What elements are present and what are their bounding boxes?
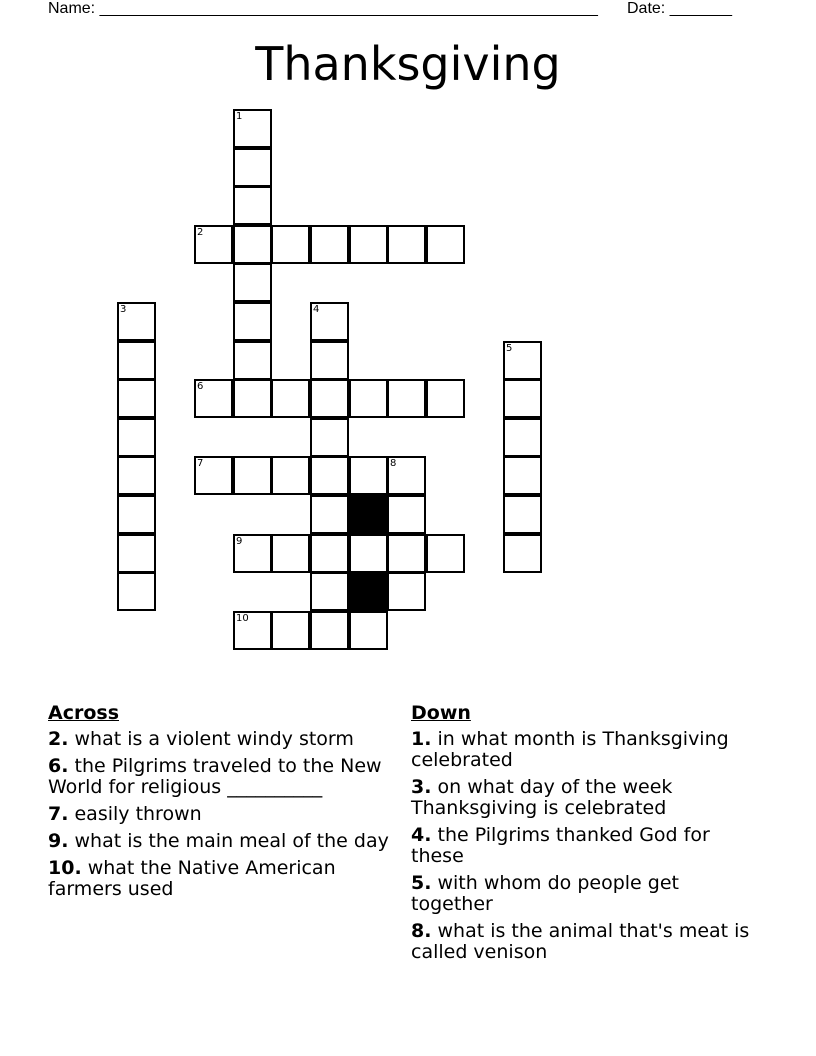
crossword-cell[interactable] (271, 456, 310, 495)
crossword-cell[interactable] (349, 611, 388, 650)
clue-text: what is the main meal of the day (68, 830, 389, 852)
down-clues (411, 703, 751, 969)
crossword-cell[interactable] (117, 302, 156, 341)
clue-number: 6 (197, 381, 204, 392)
crossword-cell[interactable] (503, 495, 542, 534)
crossword-cell[interactable] (233, 611, 272, 650)
crossword-cell[interactable] (117, 418, 156, 457)
across-clue (48, 858, 403, 900)
crossword-cell[interactable] (194, 379, 233, 418)
clue-number: 3 (120, 304, 127, 315)
crossword-cell[interactable] (426, 225, 465, 264)
page-title: Thanksgiving (255, 37, 561, 91)
crossword-cell[interactable] (233, 379, 272, 418)
clue-text: what is a violent windy storm (68, 728, 354, 750)
crossword-cell[interactable] (349, 534, 388, 573)
clue-text: in what month is Thanksgiving celebrated (411, 728, 729, 771)
clue-number: 2. (48, 728, 69, 750)
clue-number: 4. (411, 824, 432, 846)
crossword-cell[interactable] (503, 379, 542, 418)
crossword-cell[interactable] (349, 456, 388, 495)
crossword-cell[interactable] (387, 225, 426, 264)
crossword-cell[interactable] (233, 534, 272, 573)
crossword-cell[interactable] (503, 456, 542, 495)
clue-text: easily thrown (68, 803, 202, 825)
clue-number: 8. (411, 920, 432, 942)
crossword-cell[interactable] (310, 572, 349, 611)
crossword-cell[interactable] (503, 534, 542, 573)
crossword-cell[interactable] (310, 341, 349, 380)
crossword-cell[interactable] (271, 611, 310, 650)
crossword-cell[interactable] (194, 225, 233, 264)
crossword-cell[interactable] (233, 456, 272, 495)
crossword-cell[interactable] (310, 611, 349, 650)
crossword-cell[interactable] (426, 379, 465, 418)
clue-number: 10. (48, 857, 82, 879)
crossword-cell[interactable] (426, 534, 465, 573)
clue-text: on what day of the week Thanksgiving is celebrated (411, 776, 673, 819)
clue-number: 4 (313, 304, 320, 315)
crossword-cell[interactable] (233, 341, 272, 380)
crossword-cell[interactable] (349, 379, 388, 418)
clue-number: 9. (48, 830, 69, 852)
crossword-cell[interactable] (387, 534, 426, 573)
down-clue (411, 873, 751, 915)
clue-number: 1. (411, 728, 432, 750)
clue-text: what the Native American farmers used (48, 857, 336, 900)
crossword-cell[interactable] (233, 302, 272, 341)
down-clue (411, 729, 751, 771)
crossword-cell[interactable] (194, 456, 233, 495)
crossword-cell[interactable] (310, 418, 349, 457)
black-square (349, 495, 388, 534)
date-field[interactable]: Date: _______ (627, 0, 732, 17)
clue-number: 7 (197, 458, 204, 469)
crossword-cell[interactable] (271, 534, 310, 573)
across-clue (48, 756, 403, 798)
crossword-cell[interactable] (387, 495, 426, 534)
down-heading: Down (411, 702, 471, 724)
crossword-cell[interactable] (117, 379, 156, 418)
across-clue (48, 729, 403, 750)
crossword-cell[interactable] (387, 456, 426, 495)
crossword-cell[interactable] (271, 379, 310, 418)
crossword-cell[interactable] (117, 456, 156, 495)
down-clue (411, 921, 751, 963)
clue-text: the Pilgrims thanked God for these (411, 824, 710, 867)
clue-number: 9 (236, 536, 243, 547)
crossword-cell[interactable] (310, 456, 349, 495)
crossword-cell[interactable] (310, 225, 349, 264)
across-clue (48, 804, 403, 825)
crossword-cell[interactable] (233, 186, 272, 225)
clue-number: 3. (411, 776, 432, 798)
crossword-cell[interactable] (117, 495, 156, 534)
crossword-cell[interactable] (387, 379, 426, 418)
crossword-cell[interactable] (233, 109, 272, 148)
across-clues (48, 703, 403, 906)
clue-text: the Pilgrims traveled to the New World for religious __________ (48, 755, 382, 798)
crossword-cell[interactable] (271, 225, 310, 264)
clue-number: 1 (236, 111, 243, 122)
black-square (349, 572, 388, 611)
crossword-cell[interactable] (387, 572, 426, 611)
clue-text: what is the animal that's meat is called venison (411, 920, 750, 963)
crossword-cell[interactable] (233, 225, 272, 264)
clue-number: 2 (197, 227, 204, 238)
across-clue (48, 831, 403, 852)
clue-number: 5 (506, 343, 513, 354)
clue-number: 10 (236, 613, 249, 624)
clue-text: with whom do people get together (411, 872, 679, 915)
crossword-cell[interactable] (117, 572, 156, 611)
crossword-cell[interactable] (117, 341, 156, 380)
crossword-cell[interactable] (310, 379, 349, 418)
crossword-cell[interactable] (233, 148, 272, 187)
down-clue (411, 825, 751, 867)
crossword-cell[interactable] (349, 225, 388, 264)
clue-number: 5. (411, 872, 432, 894)
crossword-cell[interactable] (310, 495, 349, 534)
across-heading: Across (48, 702, 120, 724)
crossword-cell[interactable] (117, 534, 156, 573)
crossword-cell[interactable] (233, 263, 272, 302)
clue-number: 8 (390, 458, 397, 469)
crossword-cell[interactable] (310, 302, 349, 341)
crossword-cell[interactable] (503, 341, 542, 380)
name-field[interactable]: Name: ________________________________________________________ (48, 0, 598, 17)
down-clue (411, 777, 751, 819)
crossword-cell[interactable] (310, 534, 349, 573)
clue-number: 6. (48, 755, 69, 777)
clue-number: 7. (48, 803, 69, 825)
crossword-cell[interactable] (503, 418, 542, 457)
